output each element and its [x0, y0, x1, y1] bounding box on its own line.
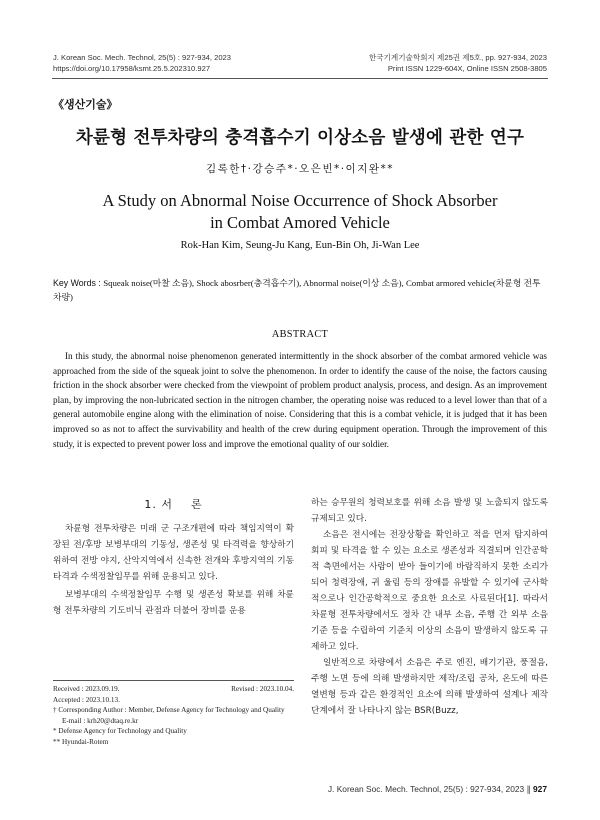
authors-english: Rok-Han Kim, Seung-Ju Kang, Eun-Bin Oh, Ji-Wan Lee	[180, 240, 420, 251]
paragraph: 소음은 전시에는 전장상황을 확인하고 적을 먼저 탐지하여 회피 및 타격을 할 수 있는 요소로 생존성과 직결되며 인간공학적 측면에서는 사람이 받아 들이기에 바람직하지 못한 소리가 되어 청력장애, 귀 울림 등의 장애를 유발할 수 있기에 군사학적으로나 인간공학적으로 중요한 요소로 사료된다[1]. 따라서 차륜형 전투차량에서도 정차 간 내부 소음, 주행 간 외부 소음기준 등을 수립하여 기준치 이상의 소음이 발생하지 않도록 규제하고 있다.	[311, 530, 548, 652]
authors-korean: 김록한†·강승주*·오은빈*·이지완**	[206, 163, 394, 175]
paper-title-english	[0, 190, 600, 234]
section-tag: 《생산기술》	[53, 98, 118, 111]
page-number: 927	[533, 784, 547, 794]
keywords-label: Key Words :	[53, 278, 104, 288]
title-english-line2: in Combat Amored Vehicle	[210, 213, 390, 232]
keywords	[53, 276, 547, 304]
footer-citation: J. Korean Soc. Mech. Technol, 25(5) : 927-934, 2023 ∥	[327, 784, 534, 794]
received-revised-row	[53, 684, 294, 695]
doi-link[interactable]: https://doi.org/10.17958/ksmt.25.5.202310.927	[53, 64, 211, 73]
journal-header-left	[53, 52, 231, 74]
paragraph: 차륜형 전투차량은 미래 군 구조개편에 따라 책임지역이 확장된 전/후방 보병부대의 기동성, 생존성 및 타격력을 향상하기 위하여 전방 야지, 산악지역에서 신속한 전개와 후방지역의 기동타격과 수색정찰임무를 위해 운용되고 있다.	[53, 524, 294, 582]
page-footer	[328, 784, 547, 794]
header-divider	[52, 78, 548, 79]
affiliation-2: ** Hyundai-Rotem	[53, 737, 109, 746]
footnote-divider	[53, 680, 294, 681]
revised-date: Revised : 2023.10.04.	[231, 685, 294, 693]
left-column-body	[53, 521, 294, 619]
abstract-heading: ABSTRACT	[271, 329, 329, 340]
journal-citation: J. Korean Soc. Mech. Technol, 25(5) : 927-934, 2023	[53, 53, 231, 62]
abstract-text: In this study, the abnormal noise phenomenon generated intermittently in the shock absorber of the combat armored vehicle was approached from the side of the squeak joint to solve the phenomenon. In order to identify the cause of the noise, the factors causing friction in the shock absorber were checked from the viewpoint of problem product analysis, process, and design. As an improvement plan, by improving the non-lubricated section in the nitrogen chamber, the operating noise was reduced to a level lower than that of a general automobile engine along with the elimination of noise. Considering that this is a combat vehicle, it is judged that it has been improved so as not to affect the survivability and health of the crew during equipment operation. Through the improvement of this study, it is expected to prevent power loss and improve the emotional quality of our soldier.	[53, 351, 547, 449]
email: E-mail : krh20@dtaq.re.kr	[62, 716, 139, 725]
corresponding-author: † Corresponding Author : Member, Defense Agency for Technology and Quality	[53, 706, 285, 715]
paragraph: 보병부대의 수색정찰임무 수행 및 생존성 확보를 위해 차륜형 전투차량의 기도비닉 관점과 더불어 장비를 운용	[53, 590, 294, 616]
keywords-text: Squeak noise(마찰 소음), Shock abosrber(충격흡수기), Abnormal noise(이상 소음), Combat armored vehicle(차륜형 전투차량)	[53, 278, 541, 302]
paper-title-korean: 차륜형 전투차량의 충격흡수기 이상소음 발생에 관한 연구	[75, 128, 525, 148]
right-column-body	[311, 495, 548, 719]
issn-info: Print ISSN 1229-604X, Online ISSN 2508-3805	[387, 64, 547, 73]
accepted-date: Accepted : 2023.10.13.	[53, 695, 120, 704]
paragraph: 일반적으로 차량에서 소음은 주로 엔진, 배기기관, 풍절음, 주행 노면 등에 의해 발생하지만 제작/조립 공차, 온도에 따른 열변형 등과 같은 환경적인 요소에 의해 발생하여 설계나 제작단계에서 잘 나타나지 않는 BSR(Buzz,	[311, 658, 548, 716]
footnotes	[53, 684, 294, 748]
paragraph: 하는 승무원의 청력보호를 위해 소음 발생 및 노출되지 않도록 규제되고 있다.	[311, 498, 548, 524]
title-english-line1: A Study on Abnormal Noise Occurrence of Shock Absorber	[102, 191, 498, 210]
received-date: Received : 2023.09.19.	[53, 685, 120, 693]
section-title-introduction: 1. 서 론	[144, 498, 203, 511]
affiliation-1: * Defense Agency for Technology and Quality	[53, 727, 187, 736]
journal-header-right	[369, 52, 547, 74]
journal-citation-korean: 한국기계기술학회지 제25권 제5호, pp. 927-934, 2023	[368, 53, 547, 62]
